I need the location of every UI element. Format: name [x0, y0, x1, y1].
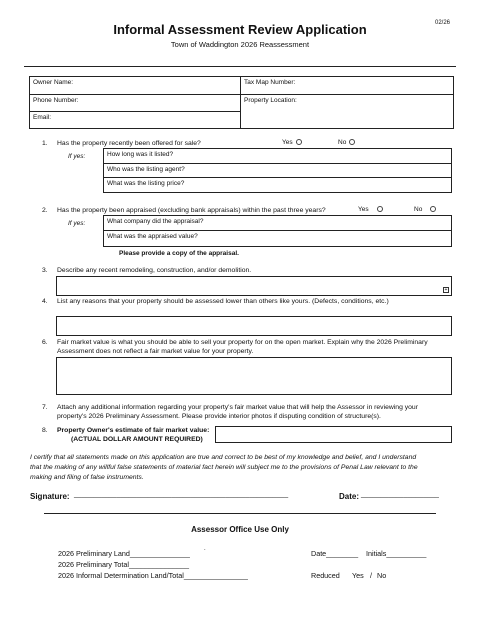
- q1-yes-radio[interactable]: [296, 139, 302, 145]
- signature-label: Signature:: [30, 492, 70, 501]
- property-location-label: Property Location:: [244, 97, 297, 104]
- q6-text-line2: Assessment does not reflect a fair market value for your property.: [57, 348, 254, 355]
- q1-if-yes: If yes:: [68, 153, 86, 160]
- owner-info-table: [29, 76, 454, 129]
- email-label: Email:: [33, 114, 52, 121]
- q8-number: 8.: [42, 427, 48, 434]
- signature-line[interactable]: _______________________________________________________: [74, 491, 289, 498]
- q2-row-company[interactable]: What company did the appraisal?: [104, 216, 451, 231]
- q2-number: 2.: [42, 207, 48, 214]
- phone-number-label: Phone Number:: [33, 97, 79, 104]
- informal-determination-field[interactable]: 2026 Informal Determination Land/Total________________: [58, 571, 248, 580]
- q1-no-option[interactable]: [338, 139, 355, 146]
- certification-line-3: making and filing of false instruments.: [30, 474, 144, 481]
- stray-dot: .: [204, 546, 206, 552]
- q1-no-label: No: [338, 139, 347, 146]
- owner-name-label: Owner Name:: [33, 79, 74, 86]
- expand-field-icon[interactable]: +: [444, 287, 448, 293]
- prelim-total-field[interactable]: 2026 Preliminary Total_______________: [58, 560, 189, 569]
- q2-answer-box: [103, 215, 452, 247]
- reduced-yes-option[interactable]: Yes: [352, 571, 364, 580]
- q3-number: 3.: [42, 267, 48, 274]
- certification-text: [30, 453, 460, 483]
- q2-appraisal-note: Please provide a copy of the appraisal.: [119, 250, 239, 257]
- q4-number: 4.: [42, 298, 48, 305]
- email-field[interactable]: [30, 112, 241, 128]
- q1-no-radio[interactable]: [349, 139, 355, 145]
- q2-row-value[interactable]: What was the appraised value?: [107, 233, 198, 240]
- reduced-no-option[interactable]: No: [377, 571, 387, 580]
- q2-no-label: No: [414, 206, 423, 213]
- q3-answer-box[interactable]: [56, 276, 452, 296]
- q2-text: Has the property been appraised (excluding bank appraisals) within the past three years?: [57, 207, 326, 214]
- q1-row-agent[interactable]: Who was the listing agent?: [104, 164, 451, 178]
- q1-yes-label: Yes: [282, 139, 293, 146]
- office-use-title: Assessor Office Use Only: [191, 525, 289, 534]
- q2-if-yes: If yes:: [68, 220, 86, 227]
- header-divider: [24, 66, 456, 67]
- tax-map-number-field[interactable]: [241, 77, 453, 95]
- q1-number: 1.: [42, 140, 48, 147]
- office-separator: [44, 513, 436, 514]
- reduced-slash: /: [370, 571, 372, 580]
- q6-text-line1: Fair market value is what you should be able to sell your property for on the open market. Explain why the 2026 Preliminary: [57, 339, 428, 346]
- q2-yes-radio[interactable]: [377, 206, 383, 212]
- q7-number: 7.: [42, 404, 48, 411]
- tax-map-number-label: Tax Map Number:: [244, 79, 296, 86]
- q6-number: 6.: [42, 339, 48, 346]
- q7-text-line2: property's 2026 Preliminary Assessment. Please provide interior photos if disputing condition of structure(s).: [57, 413, 381, 420]
- q1-row-price[interactable]: What was the listing price?: [107, 180, 185, 187]
- q2-no-option[interactable]: [414, 206, 436, 213]
- q4-text: List any reasons that your property should be assessed lower than others like yours. (Defects, conditions, etc.): [57, 298, 389, 305]
- form-title: Informal Assessment Review Application: [113, 22, 367, 37]
- owner-name-field[interactable]: [30, 77, 241, 95]
- prelim-land-field[interactable]: 2026 Preliminary Land_______________: [58, 549, 190, 558]
- q1-answer-box: [103, 148, 452, 193]
- q1-text: Has the property recently been offered for sale?: [57, 140, 201, 147]
- q1-yes-option[interactable]: [282, 139, 302, 146]
- q1-row-listed[interactable]: How long was it listed?: [104, 149, 451, 164]
- form-code: 02/26: [434, 20, 450, 26]
- reduced-label: Reduced: [311, 571, 340, 580]
- date-label: Date:: [339, 492, 360, 501]
- certification-line-2: that the making of any willful false statements of material fact herein will subject me to the provisions of Penal Law relevant to the: [30, 464, 418, 471]
- office-initials-field[interactable]: Initials__________: [366, 549, 427, 558]
- form-subtitle: Town of Waddington 2026 Reassessment: [170, 40, 310, 49]
- q8-answer-box[interactable]: [215, 426, 452, 443]
- q2-yes-label: Yes: [358, 206, 369, 213]
- property-location-field[interactable]: [241, 95, 453, 128]
- certification-line-1: I certify that all statements made on this application are true and correct to be best of my knowledge and belief, and I understand: [30, 454, 417, 461]
- phone-number-field[interactable]: [30, 95, 241, 112]
- office-date-field[interactable]: Date________: [311, 549, 359, 558]
- q8-text-line2: (ACTUAL DOLLAR AMOUNT REQUIRED): [71, 436, 203, 443]
- q6-answer-box[interactable]: [56, 357, 452, 395]
- q2-yes-option[interactable]: [358, 206, 383, 213]
- q4-answer-box[interactable]: [56, 316, 452, 336]
- date-line[interactable]: ____________________: [361, 491, 439, 498]
- q3-text: Describe any recent remodeling, construction, and/or demolition.: [57, 267, 252, 274]
- q2-no-radio[interactable]: [430, 206, 436, 212]
- q8-text-line1: Property Owner's estimate of fair market value:: [57, 427, 210, 434]
- q7-text-line1: Attach any additional information regarding your property's fair market value that will help the Assessor in reviewing your: [57, 404, 418, 411]
